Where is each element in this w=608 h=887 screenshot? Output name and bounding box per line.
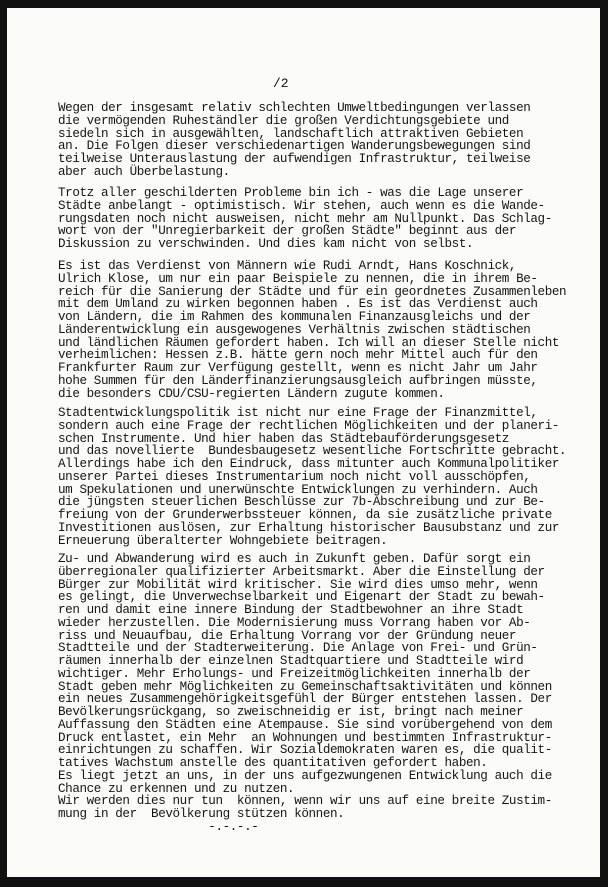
text-line: wort von der "Unregierbarkeit der großen Städte" beginnt aus der: [58, 224, 517, 239]
paragraph-1: [58, 102, 530, 179]
paragraph-2: [58, 187, 552, 251]
text-line: rungsdaten noch nicht ausweisen, nicht mehr am Nullpunkt. Das Schlag-: [58, 211, 552, 226]
text-line: siedeln sich in ausgewählten, landschaftlich attraktiven Gebieten: [58, 126, 524, 141]
scan-border-bottom: [0, 877, 608, 887]
text-line: Auffassung den Städten eine Atempause. Sie sind vorübergehend von dem: [58, 717, 552, 732]
text-line: tatives Wachstum anstelle des quantitativen gefordert haben.: [58, 756, 488, 770]
text-line: Erneuerung überalterter Wohngebiete beitragen.: [58, 533, 388, 548]
text-line: die vermögenden Ruheständler die großen Verdichtungsgebiete und: [58, 113, 509, 128]
text-line: und das novellierte Bundesbaugesetz wesentliche Fortschritte gebracht.: [58, 444, 567, 459]
text-line: die besonders CDU/CSU-regierten Ländern zugute kommen.: [58, 386, 445, 401]
text-line: an. Die Folgen dieser verschiedenartigen Wanderungsbewegungen sind: [58, 139, 531, 154]
text-line: Stadtentwicklungspolitik ist nicht nur eine Frage der Finanzmittel,: [58, 406, 538, 420]
text-line: teilweise Unterauslastung der aufwendigen Infrastruktur, teilweise: [58, 152, 531, 166]
text-line: Städte anbelangt - optimistisch. Wir stehen, auch wenn es die Wande-: [58, 198, 545, 213]
text-line: Ulrich Klose, um nur ein paar Beispiele zu nennen, die in ihrem Be-: [58, 271, 538, 286]
text-line: Es ist das Verdienst von Männern wie Rudi Arndt, Hans Koschnick,: [58, 259, 517, 273]
scan-border-top: [0, 0, 608, 8]
text-line: Länderentwicklung ein ausgewogenes Verhältnis zwischen städtischen: [58, 322, 531, 337]
text-line: Chance zu erkennen und zu nutzen.: [58, 781, 295, 796]
text-line: unserer Partei dieses Instrumentarium noch nicht voll ausschöpfen,: [58, 469, 531, 484]
text-line: Investitionen auslösen, zur Erhaltung historischer Bausubstanz und zur: [58, 520, 560, 535]
text-line: Stadt geben mehr Möglichkeiten zu Gemeinschaftsaktivitäten und können: [58, 679, 552, 694]
text-line: wichtiger. Mehr Erholungs- und Freizeitmöglichkeiten innerhalb der: [58, 666, 531, 681]
text-line: Frankfurter Raum zur Verfügung gestellt, wenn es nicht Jahr um Jahr: [58, 361, 538, 375]
text-line: Wegen der insgesamt relativ schlechten Umweltbedingungen verlassen: [58, 101, 531, 115]
text-line: die jüngsten steuerlichen Beschlüsse zur 7b-Abschreibung und zur Be-: [58, 495, 545, 510]
page-number: /2: [273, 76, 289, 91]
text-line: aber auch Überbelastung.: [58, 164, 230, 179]
paragraph-3: [58, 260, 566, 400]
text-line: mung in der Bevölkerung stützen können.: [58, 807, 345, 821]
text-line: reich für die Sanierung der Städte und für ein geordnetes Zusammenleben: [58, 284, 567, 299]
text-line: sondern auch eine Frage der rechtlichen Möglichkeiten und der planeri-: [58, 418, 560, 433]
text-line: Druck entlastet, ein Mehr an Wohnungen und bestimmten Infrastruktur-: [58, 730, 552, 745]
text-line: Trotz aller geschilderten Probleme bin ich - was die Lage unserer: [58, 186, 524, 200]
text-line: Es liegt jetzt an uns, in der uns aufgezwungenen Entwicklung auch die: [58, 768, 552, 783]
paragraph-5: [58, 553, 552, 834]
text-line: Bevölkerungsrückgang, so zweischneidig er ist, bringt nach meiner: [58, 705, 524, 719]
text-line: Stadtteile und der Stadterweiterung. Die Anlage von Frei- und Grün-: [58, 641, 538, 656]
text-line: Bürger zur Mobilität wird kritischer. Sie wird dies umso mehr, wenn: [58, 577, 538, 592]
text-line: räumen innerhalb der einzelnen Stadtquartiere und Stadtteile wird: [58, 654, 524, 668]
text-line: wieder herzustellen. Die Modernisierung muss Vorrang haben vor Ab-: [58, 615, 531, 630]
text-line: überregionaler qualifizierter Arbeitsmarkt. Aber die Einstellung der: [58, 564, 545, 579]
text-line: von Ländern, die im Rahmen des kommunalen Finanzausgleichs und der: [58, 310, 531, 324]
text-line: mit dem Umland zu wirken begonnen haben . Es ist das Verdienst auch: [58, 297, 538, 312]
text-line: verheimlichen: Hessen z.B. hätte gern noch mehr Mittel auch für den: [58, 348, 538, 363]
text-line: riss und Neuaufbau, die Erhaltung Vorrang vor der Gründung neuer: [58, 628, 517, 643]
text-line: hohe Summen für den Länderfinanzierungsausgleich aufbringen müsste,: [58, 373, 538, 388]
text-line: um Spekulationen und unerwünschte Entwicklungen zu verhindern. Auch: [58, 482, 538, 497]
end-mark: -.-.-.-: [58, 819, 259, 834]
text-line: einrichtungen zu schaffen. Wir Sozialdemokraten waren es, die qualit-: [58, 743, 552, 758]
text-line: Zu- und Abwanderung wird es auch in Zukunft geben. Dafür sorgt ein: [58, 552, 531, 566]
text-line: Wir werden dies nur tun können, wenn wir uns auf eine breite Zustim-: [58, 794, 552, 809]
text-line: Diskussion zu verschwinden. Und dies kam nicht von selbst.: [58, 237, 474, 251]
text-line: schen Instrumente. Und hier haben das Städtebauförderungsgesetz: [58, 431, 509, 446]
text-line: es gelingt, die Unverwechselbarkeit und Eigenart der Stadt zu bewah-: [58, 590, 545, 605]
text-line: und ländlichen Räumen gefordert haben. Ich will an dieser Stelle nicht: [58, 335, 560, 350]
text-line: ein neues Zusammengehörigkeitsgefühl der Bürger entstehen lassen. Der: [58, 692, 552, 707]
paragraph-4: [58, 407, 566, 547]
text-line: Allerdings habe ich den Eindruck, dass mitunter auch Kommunalpolitiker: [58, 457, 560, 471]
scan-border-right: [600, 0, 608, 887]
text-line: ren und damit eine innere Bindung der Stadtbewohner an ihre Stadt: [58, 603, 524, 617]
text-line: freiung von der Grunderwerbssteuer können, da sie zusätzliche private: [58, 508, 552, 522]
scan-border-left: [0, 0, 7, 887]
